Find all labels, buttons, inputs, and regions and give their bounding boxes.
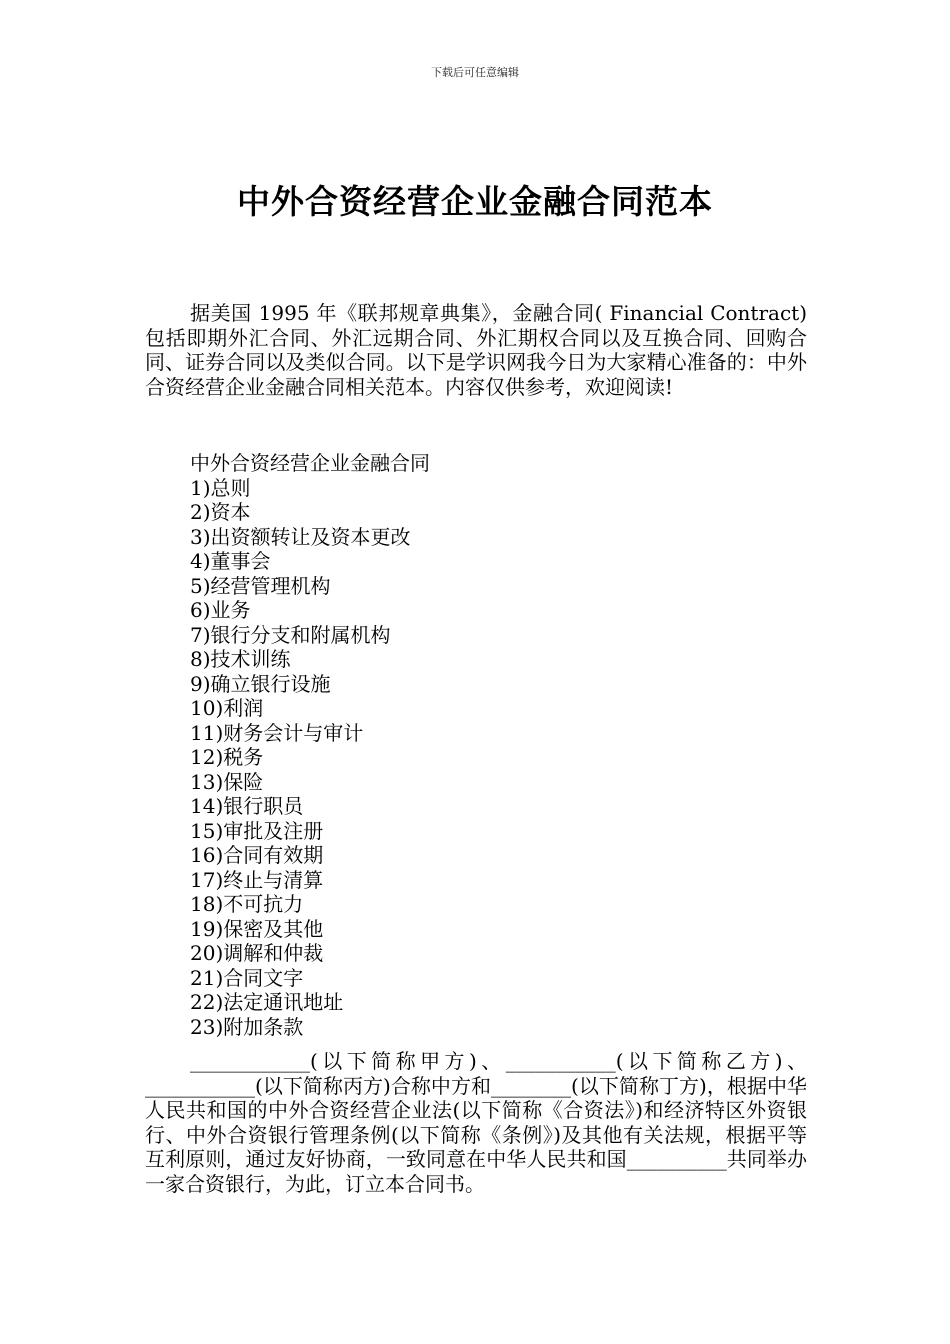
outline-item: 13)保险 bbox=[190, 769, 264, 794]
outline-item: 17)终止与清算 bbox=[190, 867, 324, 892]
page-header-note: 下载后可任意编辑 bbox=[431, 66, 519, 79]
outline-item: 18)不可抗力 bbox=[190, 892, 304, 916]
outline-item: 6)业务 bbox=[190, 598, 251, 622]
outline-item: 22)法定通讯地址 bbox=[190, 990, 344, 1014]
outline-item: 10)利润 bbox=[190, 696, 264, 720]
outline-item: 4)董事会 bbox=[190, 549, 271, 573]
outline-item: 12)税务 bbox=[190, 745, 264, 769]
contract-outline bbox=[145, 451, 807, 1039]
outline-item: 8)技术训练 bbox=[190, 647, 291, 671]
outline-item: 9)确立银行设施 bbox=[190, 671, 331, 696]
outline-item: 2)资本 bbox=[190, 500, 251, 524]
outline-item: 11)财务会计与审计 bbox=[190, 720, 364, 745]
preamble-paragraph: ____________(以下简称甲方)、___________(以下简称乙方)、___________(以下简称丙方)合称中方和________(以下简称丁方)，根据中华人民共和国的中外合资经营企业法(以下简称《合资法》)和经济特区外资银行、中外合资银行管理条例(以下简称《条例》)及其他有关法规，根据平等互利原则，通过友好协商，一致同意在中华人民共和国__________共同举办一家合资银行，为此，订立本合同书。 bbox=[145, 1049, 807, 1196]
outline-heading: 中外合资经营企业金融合同 bbox=[190, 451, 430, 475]
outline-item: 15)审批及注册 bbox=[190, 818, 324, 843]
outline-item: 5)经营管理机构 bbox=[190, 573, 331, 598]
outline-item: 3)出资额转让及资本更改 bbox=[190, 524, 411, 549]
outline-item: 7)银行分支和附属机构 bbox=[190, 622, 391, 647]
outline-item: 1)总则 bbox=[190, 475, 251, 500]
outline-item: 23)附加条款 bbox=[190, 1014, 304, 1039]
outline-item: 21)合同文字 bbox=[190, 965, 304, 990]
intro-paragraph: 据美国 1995 年《联邦规章典集》，金融合同( Financial Contract) 包括即期外汇合同、外汇远期合同、外汇期权合同以及互换合同、回购合同、证券合同以及类似合同。以下是学识网我今日为大家精心准备的：中外合资经营企业金融合同相关范本。内容仅供参考，欢迎阅读! bbox=[145, 301, 807, 399]
outline-item: 16)合同有效期 bbox=[190, 843, 324, 867]
outline-item: 20)调解和仲裁 bbox=[190, 941, 324, 965]
outline-item: 19)保密及其他 bbox=[190, 916, 324, 941]
document-title: 中外合资经营企业金融合同范本 bbox=[237, 182, 713, 221]
outline-item: 14)银行职员 bbox=[190, 794, 304, 818]
